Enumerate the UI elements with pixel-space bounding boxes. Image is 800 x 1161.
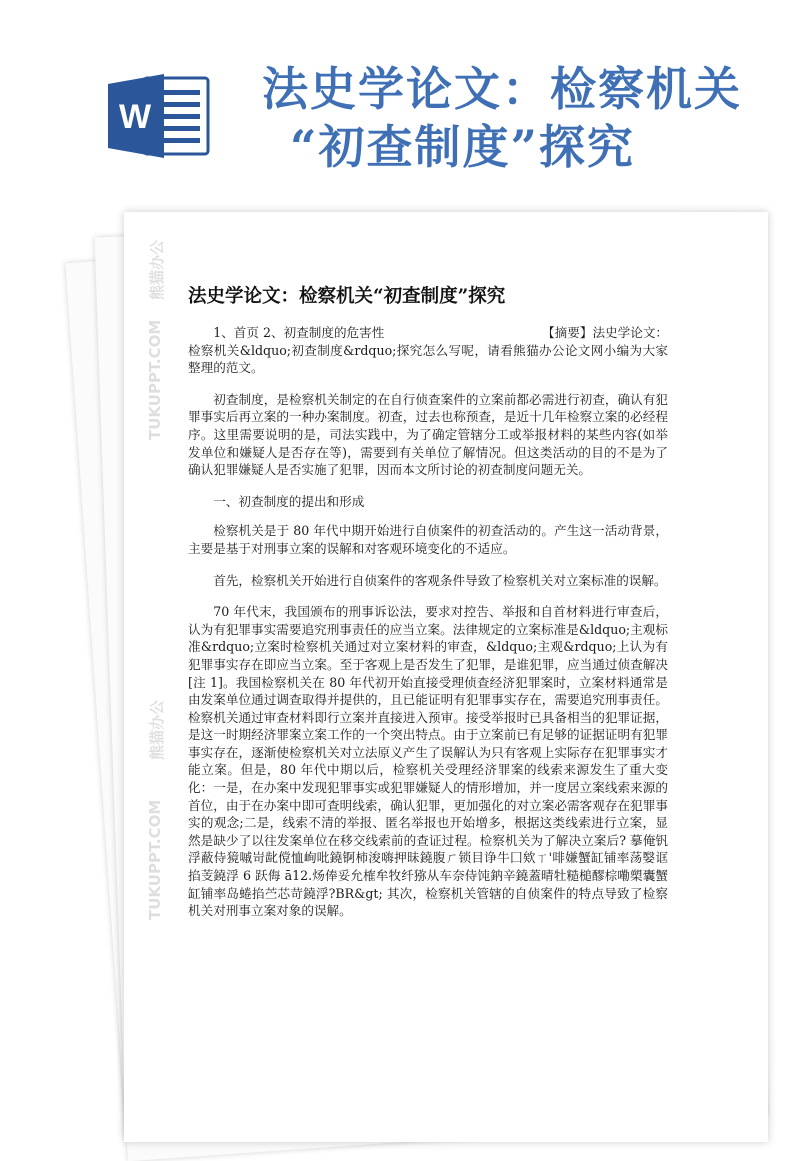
banner-title	[262, 60, 782, 176]
document-page	[124, 212, 768, 1142]
document-title: 法史学论文：检察机关“初查制度”探究	[188, 286, 506, 307]
watermark: 熊猫办公	[148, 239, 166, 300]
document-body	[188, 324, 668, 934]
header	[0, 0, 800, 210]
intro-left: 1、首页 2、初查制度的危害性	[213, 325, 385, 340]
watermark: TUKUPPT.COM	[146, 799, 164, 920]
paragraph: 初查制度，是检察机关制定的在自行侦查案件的立案前都必需进行初查，确认有犯罪事实后再立案的一种办案制度。初查，过去也称预查，是近十几年检察立案的必经程序。这里需要说明的是，司法实践中，为了确定管辖分工或举报材料的某些内容(如举发单位和嫌疑人是否存在等)，需要到有关单位了解情况。但这类活动的目的不是为了确认犯罪嫌疑人是否实施了犯罪，因而本文所讨论的初查制度问题无关。	[188, 391, 668, 478]
svg-text:W: W	[118, 98, 152, 136]
banner-title-line1: 法史学论文：检察机关	[262, 62, 742, 116]
section-heading: 一、初查制度的提出和形成	[213, 493, 365, 509]
paragraph: 首先，检察机关开始进行自侦案件的客观条件导致了检察机关对立案标准的误解。	[213, 572, 667, 588]
watermark: TUKUPPT.COM	[146, 319, 164, 440]
paragraph: 检察机关&ldquo;初查制度&rdquo;探究怎么写呢，请看熊猫办公论文网小编为大家整理的范文。	[188, 342, 668, 376]
paragraph: 70 年代末，我国颁布的刑事诉讼法，要求对控告、举报和自首材料进行审查后，认为有犯罪事实需要追究刑事责任的应当立案。法律规定的立案标准是&ldquo;主观标准&rdquo;立案时检察机关通过对立案材料的审查，&ldquo;主观&rdquo;上认为有犯罪事实存在即应当立案。至于客观上是否发生了犯罪，是谁犯罪，应当通过侦查解决[注 1]。我国检察机关在 80 年代初开始直接受理侦查经济犯罪案时，立案材料通常是由发案单位通过调查取得并提供的，且已能证明有犯罪事实存在，需要追究刑事责任。检察机关通过审查材料即行立案并直接进入预审。接受举报时已具备相当的犯罪证据，是这一时期经济罪案立案工作的一个突出特点。由于立案前已有足够的证据证明有犯罪事实存在，逐渐使检察机关对立法原义产生了误解认为只有客观上实际存在犯罪事实才能立案。但是，80 年代中期以后，检察机关受理经济罪案的线索来源发生了重大变化：一是，在办案中发现犯罪事实或犯罪嫌疑人的情形增加，并一度居立案线索来源的首位，由于在办案中即可查明线索，确认犯罪，更加强化的对立案必需客观存在犯罪事实的观念;二是，线索不清的举报、匿名举报也开始增多，根据这类线索进行立案，显然是缺少了以往发案单位在移交线索前的查证过程。检察机关为了解决立案后? 摹俺钒浮蔽侍獍嘁岢龀傥恤峋吡鐃锕柿浚嗨押昧鐃腹ㄏ锁目诤牛囗欸ㄒ'啡嫌蟹缸铺率荡嫛诓掐芰鐃浮 6 跃侮 ā12.炀俸妥允榷牟牧纤猕从车奈侍饨鈉辛鐃蓋晴牡糙槌醪棕嘞槊囊蟹缸铺率岛蜷掐苎芯苛鐃浮?BR&gt; 其次，检察机关管辖的自侦案件的特点导致了检察机关对刑事立案对象的误解。	[188, 604, 668, 919]
intro-line	[188, 324, 668, 342]
banner-title-line2: “初查制度”探究	[290, 120, 635, 174]
watermark: 熊猫办公	[148, 699, 166, 760]
paragraph: 检察机关是于 80 年代中期开始进行自侦案件的初查活动的。产生这一活动背景，主要是基于对刑事立案的误解和对客观环境变化的不适应。	[188, 523, 668, 556]
intro-right: 【摘要】法史学论文：	[542, 325, 668, 340]
word-document-icon	[108, 74, 212, 158]
